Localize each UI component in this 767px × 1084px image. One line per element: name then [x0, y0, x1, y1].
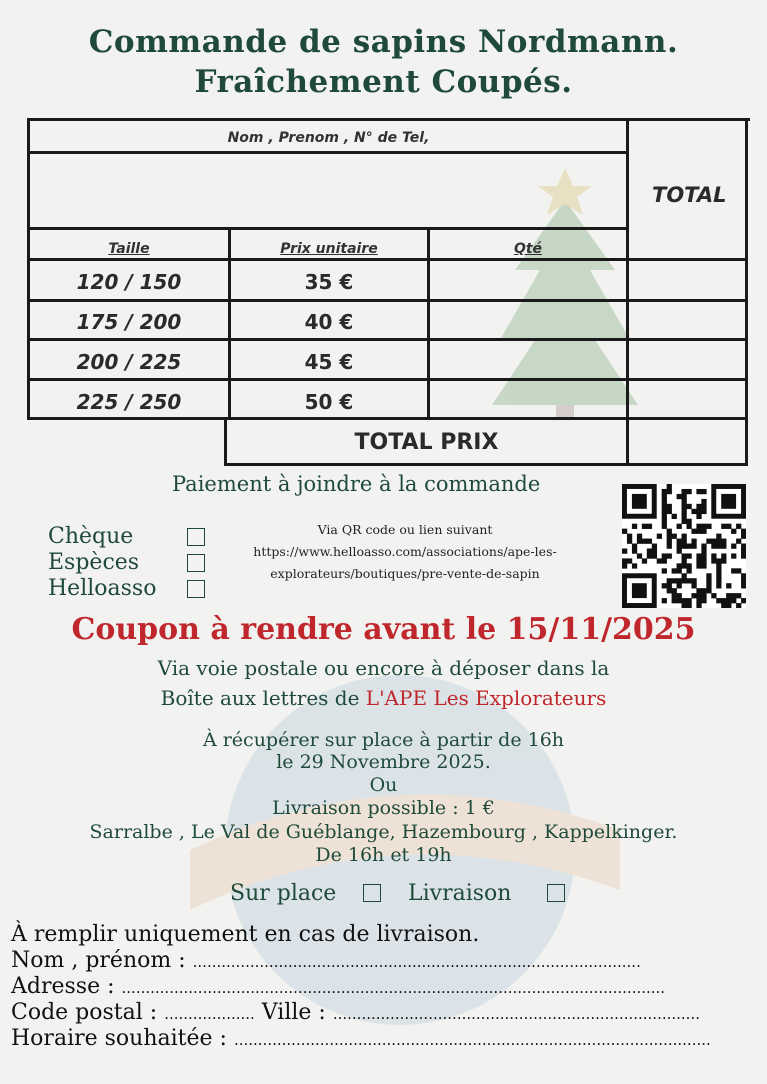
table-line	[30, 227, 627, 230]
column-header-size: Taille	[108, 241, 150, 257]
total-header: TOTAL	[652, 183, 727, 207]
payment-option-helloasso: Helloasso	[48, 576, 157, 601]
payment-link-line-1[interactable]: https://www.helloasso.com/associations/ape-les-	[253, 544, 557, 559]
total-price-label: TOTAL PRIX	[354, 430, 499, 455]
name-field[interactable]	[33, 156, 623, 224]
table-border-top	[27, 118, 750, 121]
qr-code-icon[interactable]	[622, 484, 746, 608]
postal-code-input[interactable]: ...................	[164, 1005, 255, 1023]
time-line	[11, 1026, 756, 1051]
table-line	[30, 378, 745, 381]
delivery-checkbox[interactable]	[547, 884, 565, 902]
pickup-or: Ou	[369, 774, 398, 796]
column-header-quantity: Qté	[513, 241, 543, 257]
delivery-price: Livraison possible : 1 €	[272, 797, 495, 819]
time-label: Horaire souhaitée :	[11, 1026, 227, 1051]
pickup-line-2: le 29 Novembre 2025.	[276, 751, 491, 773]
address-input[interactable]: ..................................................................................................................	[121, 979, 666, 997]
payment-option-especes: Espèces	[48, 550, 140, 575]
address-label: Adresse :	[11, 974, 115, 999]
name-input[interactable]: ..............................................................................................	[192, 953, 641, 971]
postal-code-label: Code postal :	[11, 1000, 158, 1025]
city-label: Ville :	[261, 1000, 326, 1025]
ape-name: L'APE Les Explorateurs	[365, 686, 607, 710]
choice-delivery-label: Livraison	[408, 881, 512, 906]
column-header-unit-price: Prix unitaire	[280, 241, 378, 257]
coupon-deadline: Coupon à rendre avant le 15/11/2025	[71, 612, 696, 647]
delivery-hours: De 16h et 19h	[315, 844, 452, 866]
title-line-1: Commande de sapins Nordmann.	[88, 24, 679, 60]
table-line	[30, 338, 745, 341]
payment-link-line-2[interactable]: explorateurs/boutiques/pre-vente-de-sapin	[270, 566, 540, 581]
helloasso-checkbox[interactable]	[187, 580, 205, 598]
postal-city-line	[11, 1000, 756, 1025]
address-line	[11, 974, 756, 999]
onsite-checkbox[interactable]	[363, 884, 381, 902]
row-size: 200 / 225	[76, 350, 182, 374]
row-price: 35 €	[304, 270, 354, 294]
row-size: 225 / 250	[76, 390, 182, 414]
table-col-divider	[427, 229, 430, 419]
payment-via-line-1: Via QR code ou lien suivant	[317, 522, 493, 537]
table-line	[30, 299, 745, 302]
table-border-right	[745, 118, 748, 466]
title-line-2: Fraîchement Coupés.	[194, 64, 573, 100]
table-border-bottom	[224, 463, 748, 466]
cheque-checkbox[interactable]	[187, 528, 205, 546]
choice-onsite-label: Sur place	[230, 881, 337, 906]
delivery-form-heading: À remplir uniquement en cas de livraison.	[11, 922, 480, 947]
row-price: 40 €	[304, 310, 354, 334]
pickup-line-1: À récupérer sur place à partir de 16h	[202, 729, 565, 751]
coupon-via-line-1: Via voie postale ou encore à déposer dans la	[157, 656, 610, 680]
payment-option-cheque: Chèque	[48, 524, 134, 549]
row-price: 45 €	[304, 350, 354, 374]
row-price: 50 €	[304, 390, 354, 414]
coupon-via-line-2	[0, 686, 767, 710]
time-input[interactable]: ....................................................................................................	[233, 1031, 711, 1049]
name-line	[11, 948, 756, 973]
table-border-left	[27, 118, 30, 420]
table-line	[30, 151, 627, 154]
especes-checkbox[interactable]	[187, 554, 205, 572]
table-border-bottom-left	[27, 417, 227, 420]
delivery-towns: Sarralbe , Le Val de Guéblange, Hazembourg , Kappelkinger.	[89, 821, 678, 843]
name-header: Nom , Prenom , N° de Tel,	[227, 130, 430, 146]
table-line	[30, 258, 745, 261]
row-size: 175 / 200	[76, 310, 182, 334]
name-label: Nom , prénom :	[11, 948, 186, 973]
row-size: 120 / 150	[76, 270, 182, 294]
payment-title: Paiement à joindre à la commande	[172, 472, 541, 496]
table-line	[227, 417, 745, 420]
coupon-via-prefix: Boîte aux lettres de	[160, 686, 366, 710]
city-input[interactable]: .............................................................................	[332, 1005, 700, 1023]
table-divider-total	[626, 118, 629, 466]
